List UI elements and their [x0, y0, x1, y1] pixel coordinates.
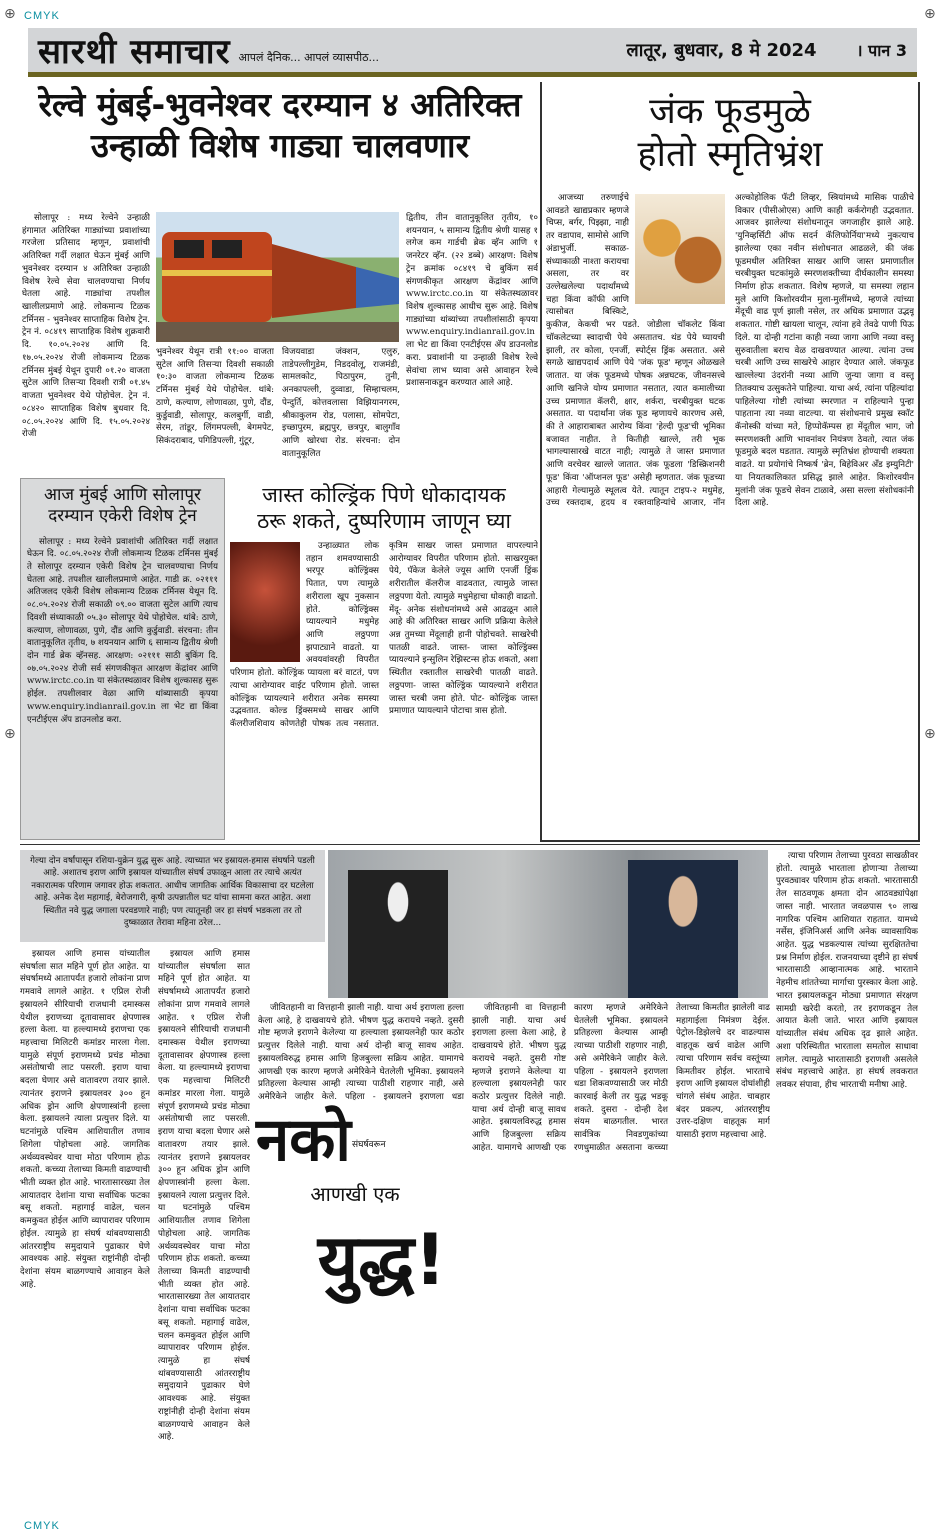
headline-line: रेल्वे मुंबई-भुवनेश्वर दरम्यान ४ अतिरिक्त — [38, 85, 522, 124]
registration-mark-icon: ⊕ — [924, 6, 936, 22]
war-body-top-mid: जीवितहानी वा वित्तहानी झाली नाही. याचा अर्थ इराणला हल्ला केला आहे, हे दाखवायचे होते. भीषण युद्ध करायचे नव्हते. दुसरी गोष्ट म्हणजे इराणने केलेल्या या हल्ल्याला इस्रायलनेही फार कठोर प्रत्युत्तर दिलेले नाही. याचा अर्थ दोन्ही बाजू सावध आहेत. इस्रायलविरुद्ध हमास आणि हिजबुल्ला सक्रिय आहेत. यामागचे आणखी एक कारण म्हणजे अमेरिकेने घेतलेली भूमिका. इस्रायलने प्रतिहल्ला केल्यास आम्ही त्याच्या पाठीशी राहणार नाही, असे अमेरिकेने जाहीर केले. पहिला - इस्रायलने इराणला धडा — [258, 1003, 464, 1102]
headline-line: जास्त कोल्ड्रिंक पिणे धोकादायक — [262, 483, 506, 507]
cmyk-mark-top: CMYK — [24, 10, 60, 22]
headline-line: जंक फूडमुळे — [649, 91, 811, 132]
page-number: । पान 3 — [856, 41, 907, 60]
registration-mark-icon: ⊕ — [4, 726, 16, 742]
solapur-box — [20, 478, 225, 840]
colddrink-photo — [230, 542, 300, 662]
war-big-headline-1: नको — [256, 1105, 351, 1175]
rail-headline — [20, 84, 540, 167]
colddrink-column-wrap — [230, 540, 538, 838]
leader-photo-right — [628, 860, 738, 998]
war-big-headline-3: युद्ध! — [317, 1219, 447, 1301]
war-body-left-2: इस्रायल आणि हमास यांच्यातील संघर्षाला सात महिने पूर्ण होत आहेत. या संघर्षामध्ये आतापर्यंत हजारो लोकांना प्राण गमवावे लागले आहेत. १ एप्रिल रोजी इस्रायलने सीरियाची राजधानी दमास्कस येथील इराणच्या दूतावासावर क्षेपणास्त्र हल्ला केला. या हल्ल्यामध्ये इराणचा एक महत्त्वाचा मिलिटरी कमांडर मारला गेला. यामुळे संपूर्ण इराणमध्ये प्रचंड मोठ्या असंतोषाची लाट पसरली. इराण याचा बदला घेणार असे वातावरण तयार झाले. त्यानंतर इराणने इस्रायलवर ३०० हून अधिक ड्रोन आणि क्षेपणास्त्रांनी हल्ला केला. इस्रायलने त्याला प्रत्युत्तर दिले. या घटनांमुळे पश्चिम आशियातील तणाव शिगेला पोहोचला आहे. जागतिक अर्थव्यवस्थेवर याचा मोठा परिणाम होऊ शकतो. कच्च्या तेलाच्या किमती वाढण्याची भीती व्यक्त होत आहे. भारतासारख्या तेल आयातदार देशांना याचा सर्वाधिक फटका बसू शकतो. महागाई वाढेल, चलन कमकुवत होईल आणि व्यापारावर परिणाम होईल. त्यामुळे हा संघर्ष थांबवण्यासाठी आंतरराष्ट्रीय समुदायाने पुढाकार घेणे आवश्यक आहे. संयुक्त राष्ट्रांनीही दोन्ही देशांना संयम बाळगण्याचे आवाहन केले आहे. — [158, 949, 250, 1443]
solapur-body: सोलापूर : मध्य रेल्वेने प्रवाशांची अतिरिक्त गर्दी लक्षात घेऊन दि. ०८.०५.२०२४ रोजी लोकमान्य टिळक टर्मिनस मुंबई ते सोलापूर दरम्यान एकेरी विशेष ट्रेन चालवण्याचा निर्णय घेतला आहे. तपशील खालीलप्रमाणे आहेत. गाडी क्र. ०२१११ अतिजलद एकेरी विशेष लोकमान्य टिळक टर्मिनस येथून दि. ०८.०५.२०२४ रोजी सकाळी ०९.०० वाजता सुटेल आणि त्याच दिवशी संध्याकाळी ०५.३० सोलापूर येथे पोहोचेल. थांबे: ठाणे, कल्याण, लोणावळा, पुणे, दौंड आणि कुर्डुवाडी. संरचना: तीन वातानुकूलित तृतीय, ७ शयनयान आणि ६ सामान्य द्वितीय श्रेणी दोन गार्ड ब्रेक व्हॅनसह. आरक्षण: ०२१११ साठी बुकिंग दि. ०७.०५.२०२४ रोजी सर्व संगणकीकृत आरक्षण केंद्रांवर आणि www.irctc.co.in या संकेतस्थळावर विशेष शुल्कासह सुरू होईल. तपशीलवार वेळा आणि थांब्यासाठी कृपया www.enquiry.indianrail.gov.in ला भेट द्या किंवा एनटीईएस ॲप डाउनलोड करा. — [27, 536, 218, 725]
war-photo — [328, 850, 768, 998]
headline-line: उन्हाळी विशेष गाड्या चालवणार — [90, 126, 470, 166]
headline-line: ठरू शकते, दुष्परिणाम जाणून घ्या — [257, 509, 511, 534]
junkfood-headline — [545, 90, 915, 176]
rail-body-col3: विजयवाडा जंक्शन, एलुरु, ताडेपल्लीगुडेम, निडदवोलू, राजमंडी, सामलकोट, पिठापुरम, तुनी, अनकापल्ली, दुव्वाडा, सिम्हाचलम, पेन्दुर्ति, कोत्तवलासा विझियानगरम, श्रीकाकुलम रोड, पलासा, सोमपेटा, इच्छापुरम, ब्रह्मपुर, छत्रपुर, बालुगाँव आणि खोरधा रोड. संरचना: दोन वातानुकूलित — [282, 347, 400, 459]
masthead-rule — [28, 72, 917, 77]
war-big-headline-2: आणखी एक — [310, 1182, 400, 1206]
train-photo — [156, 212, 399, 342]
leader-photo-left — [348, 870, 448, 998]
tagline: आपलं दैनिक... आपलं व्यासपीठ... — [238, 50, 380, 64]
war-body-right: त्याचा परिणाम तेलाच्या पुरवठा साखळीवर होतो. त्यामुळे भारताला होणाऱ्या तेलाच्या पुरवठ्यावर परिणाम होऊ शकतो. भारतासाठी तेल साठवणूक क्षमता दोन आठवड्यांपेक्षा जास्त नाही. भारतात जवळपास ९० लाख नागरिक पश्चिम आशियात राहतात. यामध्ये नर्सेस, इंजिनिअर्स आणि अनेक व्यावसायिक आहेत. युद्ध भडकल्यास त्यांच्या सुरक्षिततेचा प्रश्न निर्माण होईल. राजनयाच्या दृष्टीने हा संघर्ष भारतासाठी आव्हानात्मक आहे. भारताने नेहमीच शांततेच्या मार्गाचा पुरस्कार केला आहे. भारत इस्रायलकडून मोठ्या प्रमाणात संरक्षण सामग्री खरेदी करतो, तर इराणकडून तेल आयात केली जाते. भारत आणि इस्रायल यांच्यातील संबंध अधिक दृढ झाले आहेत. अशा परिस्थितीत भारताला समतोल साधावा लागेल. त्यामुळे भारतासाठी इराणशी असलेले संबंध महत्त्वाचे आहेत. हा संघर्ष लवकरात लवकर संपावा, हीच भारताची मनीषा आहे. — [776, 851, 918, 1090]
dateline: लातूर, बुधवार, 8 मे 2024 — [626, 40, 817, 61]
war-intro: गेल्या दोन वर्षांपासून रशिया-युक्रेन युद्ध सुरू आहे. त्याच्यात भर इस्रायल-हमास संघर्षाने पडली आहे. अशातच इराण आणि इस्रायल यांच्यातील संघर्ष उफाळून आला तर त्याचे अत्यंत नकारात्मक परिणाम जगावर होऊ शकतात. आधीच जागतिक आर्थिक विकासाचा दर घटलेला आहे. अनेक देश महागाई, बेरोजगारी, कृषी उत्पन्नातील घट यांचा सामना करत आहेत. अशा स्थितीत नवे युद्ध जगाला परवडणारे नाही; पण त्यातूनही जर हा संघर्ष भडकला तर तो दुष्काळात तेरावा महिना ठरेल... — [20, 850, 325, 942]
junkfood-column-wrap — [546, 192, 914, 838]
war-byline: संघर्षवरून — [352, 1140, 386, 1150]
train-illustration — [156, 212, 399, 342]
masthead — [28, 28, 917, 72]
registration-mark-icon: ⊕ — [4, 6, 16, 22]
junkfood-photo — [635, 194, 725, 304]
rail-body-col4: द्वितीय, तीन वातानुकूलित तृतीय, १० शयनयान, ५ सामान्य द्वितीय श्रेणी यासह १ लगेज कम गार्डची ब्रेक व्हॅन आणि १ जनरेटर व्हॅन. (२२ डब्बे) आरक्षण: विशेष ट्रेन क्रमांक ०८४१९ चे बुकिंग सर्व संगणकीकृत आरक्षण केंद्रांवर आणि www.irctc.co.in या संकेतस्थळावर विशेष शुल्कासह आधीच सुरू आहे. विशेष गाड्यांच्या थांब्यांच्या तपशीलांसाठी कृपया www.enquiry.indianrail.gov.in ला भेट द्या किंवा एनटीईएस ॲप डाउनलोड करा. प्रवाशांनी या उन्हाळी विशेष रेल्वे सेवांचा लाभ घ्यावा असे आवाहन रेल्वे प्रशासनाकडून करण्यात आले आहे. — [406, 213, 538, 389]
junkfood-body: आजच्या तरुणाईचे आवडते खाद्यप्रकार म्हणजे चिप्स, बर्गर, पिझ्झा, नाही तर वडापाव, सामोसे आणि अंडाभुर्जी. सकाळ-संध्याकाळी नाश्ता करायचा असला, तर वर उल्लेखलेल्या पदार्थांमध्ये चहा किंवा कॉफी आणि त्यासोबत बिस्किटे, कुकीज, केकची भर पडते. जोडीला चॉकलेट किंवा चॉकलेटच्या स्वादाची पेये असतातच. थंड पेये घ्यायची झाली, तर कोला, एनर्जी, स्पोर्ट्स ड्रिंक असतात. असे सगळे खाद्यपदार्थ आणि पेये 'जंक फूड' म्हणून ओळखले जातात. या जंक फूडमध्ये पोषक अन्नघटक, जीवनसत्त्वे आणि खनिजे योग्य प्रमाणात नसतात, त्यात कमालीच्या उच्च प्रमाणात कॅलरी, क्षार, शर्करा, चरबीयुक्त घटक असतात. या पदार्थांना जंक फूड म्हणायचे कारणच असे, की ते आहाराबाबत आरोग्य किंवा 'हेल्दी फूड'ची भूमिका बजावत नाहीत. ते कितीही खाल्ले, तरी भूक भागल्यासारखे वाटत नाही; त्यामुळे ते जास्त प्रमाणात आणि वरचेवर खाल्ले जातात. जंक फूडला 'डिस्क्रिशनरी फूड' किंवा 'ऑप्शनल फूड' असेही म्हणतात. जंक फूडच्या आहारी गेल्यामुळे स्थूलत्व येते. त्यातून टाइप-२ मधुमेह, उच्च रक्तदाब, हृदय व रक्तवाहिन्यांचे आजार, नॉन अल्कोहोलिक फॅटी लिव्हर, स्त्रियांमध्ये मासिक पाळीचे विकार (पीसीओएस) आणि काही कर्करोगही उद्भवतात. आजवर झालेल्या संशोधनातून जगजाहीर झाले आहे. 'युनिव्हर्सिटी ऑफ सदर्न कॅलिफोर्निया'मध्ये नुकत्याच झालेल्या एका नवीन संशोधनात आढळले, की जंक फूडमधील अतिरिक्त साखर आणि जास्त प्रमाणातील चरबीयुक्त घटकांमुळे स्मरणशक्तीच्या दीर्घकालीन समस्या निर्माण होऊ शकतात. विशेष म्हणजे, या समस्या लहान मुले आणि किशोरवयीन मुला-मुलींमध्ये, म्हणजे त्यांच्या मेंदूची वाढ पूर्ण झाली नसेल, तर अधिक प्रमाणात उद्भवू शकतात. गोष्टी खायला चालून, त्यांना हवे तेवढे पाणी पिऊ दिले. या दोन्ही गटांना काही नव्या जागा आणि नव्या वस्तू सुरुवातीला बराच वेळ दाखवण्यात आल्या. त्यांना उच्च चरबी आणि उच्च साखरेचे आहार देण्यात आले. जंकफूड खाल्लेल्या उंदरांनी नव्या आणि जुन्या जागा व वस्तू तितक्याच उत्सुकतेने पाहिल्या. याचा अर्थ, त्यांना पहिल्यांदा पाहिलेल्या गोष्टी त्यांच्या स्मरणात न राहिल्याने पुन्हा पाहताना त्या नव्या वाटल्या. या संशोधनाचे प्रमुख स्कॉट कॅनोस्की यांच्या मते, हिप्पोकॅम्पस हा मेंदूतील भाग, जो स्मरणशक्ती आणि भावनांवर नियंत्रण ठेवतो, त्यात जंक फूडमुळे बदल घडतात. त्यामुळे स्मृतिभ्रंश होण्याची शक्यता वाढते. या प्रयोगांचे निष्कर्ष 'ब्रेन, बिहेविअर अँड इम्युनिटी' या नियतकालिकात प्रसिद्ध झाले आहेत. किशोरवयीन मुलांनी जंक फूडचे सेवन टाळावे, असा सल्ला संशोधकांनी दिला आहे. — [546, 193, 914, 509]
registration-mark-icon: ⊕ — [924, 726, 936, 742]
war-body-mid: जीवितहानी वा वित्तहानी झाली नाही. याचा अर्थ इराणला हल्ला केला आहे, हे दाखवायचे होते. भीषण युद्ध करायचे नव्हते. दुसरी गोष्ट म्हणजे इराणने केलेल्या या हल्ल्याला इस्रायलनेही फार कठोर प्रत्युत्तर दिलेले नाही. याचा अर्थ दोन्ही बाजू सावध आहेत. इस्रायलविरुद्ध हमास आणि हिजबुल्ला सक्रिय आहेत. यामागचे आणखी एक कारण म्हणजे अमेरिकेने घेतलेली भूमिका. इस्रायलने प्रतिहल्ला केल्यास आम्ही त्याच्या पाठीशी राहणार नाही, असे अमेरिकेने जाहीर केले. पहिला - इस्रायलने इराणला धडा शिकवण्यासाठी जर मोठी कारवाई केली तर युद्ध भडकू शकते. दुसरा - दोन्ही देश संयम बाळगतील. भारत सार्वत्रिक निवडणुकांच्या रणधुमाळीत असताना कच्च्या तेलाच्या किमतीत झालेली वाढ महागाईला निमंत्रण देईल. पेट्रोल-डिझेलचे दर वाढल्यास वाहतूक खर्च वाढेल आणि त्याचा परिणाम सर्वच वस्तूंच्या किमतीवर होईल. भारताचे इराण आणि इस्रायल दोघांशीही चांगले संबंध आहेत. चाबहार बंदर प्रकल्प, आंतरराष्ट्रीय उत्तर-दक्षिण वाहतूक मार्ग यासाठी इराण महत्त्वाचा आहे. — [472, 1003, 770, 1153]
war-body-left-1: इस्रायल आणि हमास यांच्यातील संघर्षाला सात महिने पूर्ण होत आहेत. या संघर्षामध्ये आतापर्यंत हजारो लोकांना प्राण गमवावे लागले आहेत. १ एप्रिल रोजी इस्रायलने सीरियाची राजधानी दमास्कस येथील इराणच्या दूतावासावर क्षेपणास्त्र हल्ला केला. या हल्ल्यामध्ये इराणचा एक महत्त्वाचा मिलिटरी कमांडर मारला गेला. यामुळे संपूर्ण इराणमध्ये प्रचंड मोठ्या असंतोषाची लाट पसरली. इराण याचा बदला घेणार असे वातावरण तयार झाले. त्यानंतर इराणने इस्रायलवर ३०० हून अधिक ड्रोन आणि क्षेपणास्त्रांनी हल्ला केला. इस्रायलने त्याला प्रत्युत्तर दिले. या घटनांमुळे पश्चिम आशियातील तणाव शिगेला पोहोचला आहे. जागतिक अर्थव्यवस्थेवर याचा मोठा परिणाम होऊ शकतो. कच्च्या तेलाच्या किमती वाढण्याची भीती व्यक्त होत आहे. भारतासारख्या तेल आयातदार देशांना याचा सर्वाधिक फटका बसू शकतो. महागाई वाढेल, चलन कमकुवत होईल आणि व्यापारावर परिणाम होईल. त्यामुळे हा संघर्ष थांबवण्यासाठी आंतरराष्ट्रीय समुदायाने पुढाकार घेणे आवश्यक आहे. संयुक्त राष्ट्रांनीही दोन्ही देशांना संयम बाळगण्याचे आवाहन केले आहे. — [20, 949, 150, 1290]
section-divider — [20, 844, 920, 845]
cmyk-mark-bottom: CMYK — [24, 1520, 60, 1532]
colddrink-headline — [228, 482, 540, 535]
rail-body-col1: सोलापूर : मध्य रेल्वेने उन्हाळी हंगामात अतिरिक्त गाड्यांच्या प्रवाशांच्या गरजेला प्रतिसाद म्हणून, प्रवाशांची अतिरिक्त गर्दी लक्षात घेऊन मुंबई आणि भुवनेश्वर दरम्यान ४ अतिरिक्त उन्हाळी विशेष रेल्वे सेवा चालवण्याचा निर्णय घेतला आहे. गाड्यांचा तपशील खालीलप्रमाणे आहे. लोकमान्य टिळक टर्मिनस - भुवनेश्वर साप्ताहिक विशेष ट्रेन. ट्रेन नं. ०८४१९ साप्ताहिक विशेष शुक्रवारी दि. १०.०५.२०२४ आणि दि. १७.०५.२०२४ रोजी लोकमान्य टिळक टर्मिनस मुंबई येथून दुपारी ०१.२० वाजता सुटेल आणि तिसऱ्या दिवशी रात्री ०१.४५ वाजता भुवनेश्वर येथे पोहोचेल. ट्रेन नं. ०८४२० साप्ताहिक विशेष बुधवार दि. ०८.०५.२०२४ आणि दि. १५.०५.२०२४ रोजी — [22, 213, 150, 440]
colddrink-body: उन्हाळ्यात लोक तहान शमवण्यासाठी भरपूर कोल्ड्रिंक्स पितात, पण त्यामुळे शरीराला खूप नुकसान होते. कोल्ड्रिंक्स प्यायल्याने मधुमेह आणि लठ्ठपणा झपाट्याने वाढतो. या अवयवांवरही विपरीत परिणाम होतो. कोल्ड्रिंक प्यायला बरं वाटतं, पण त्याचा आरोग्यावर वाईट परिणाम होतो. जास्त कोल्ड्रिंक प्यायल्याने शरीरात अनेक समस्या उद्भवतात. कोल्ड ड्रिंक्समध्ये साखर आणि कॅलरीजशिवाय कोणतेही पोषक तत्व नसतात. कृत्रिम साखर जास्त प्रमाणात वापरल्याने आरोग्यावर विपरीत परिणाम होतो. साखरयुक्त पेये, पॅकेज केलेले ज्यूस आणि एनर्जी ड्रिंक शरीरातील कॅलरीज वाढवतात, त्यामुळे जास्त लठ्ठपणा येतो. त्यामुळे मधुमेहाचा धोकाही वाढतो. मेंदू- अनेक संशोधनांमध्ये असे आढळून आले आहे की अतिरिक्त साखर आणि प्रक्रिया केलेले अन्न तुमच्या मेंदूलाही हानी पोहोचवते. साखरेची पातळी वाढते. जास्त- जास्त कोल्ड्रिंक्स प्यायल्याने इन्सुलिन रेझिस्टन्स होऊ शकतो, अशा स्थितीत रक्तातील साखरेची पातळी वाढते. लठ्ठपणा- जास्त कोल्ड्रिंक प्यायल्याने शरीरात जास्त चरबी जमा होते. पोट- कोल्ड्रिंक जास्त प्रमाणात प्यायल्याने पोटाचा त्रास होतो. — [230, 541, 538, 730]
rail-body-col2: भुवनेश्वर येथून रात्री ११:०० वाजता सुटेल आणि तिसऱ्या दिवशी सकाळी १०:३० वाजता लोकमान्य टिळक टर्मिनस मुंबई येथे पोहोचेल. थांबे: ठाणे, कल्याण, लोणावळा, पुणे, दौंड, कुर्डुवाडी, सोलापूर, कलबुर्गी, वाडी, सेरम, तांडूर, लिंगमपल्ली, बेगमपेट, सिकंदराबाद, पगिडिपल्ली, गुंटूर, — [156, 347, 274, 447]
solapur-headline: आज मुंबई आणि सोलापूर दरम्यान एकेरी विशेष ट्रेन — [44, 485, 201, 527]
headline-line: होतो स्मृतिभ्रंश — [637, 134, 823, 176]
newspaper-logo: सारथी समाचार — [38, 32, 231, 72]
